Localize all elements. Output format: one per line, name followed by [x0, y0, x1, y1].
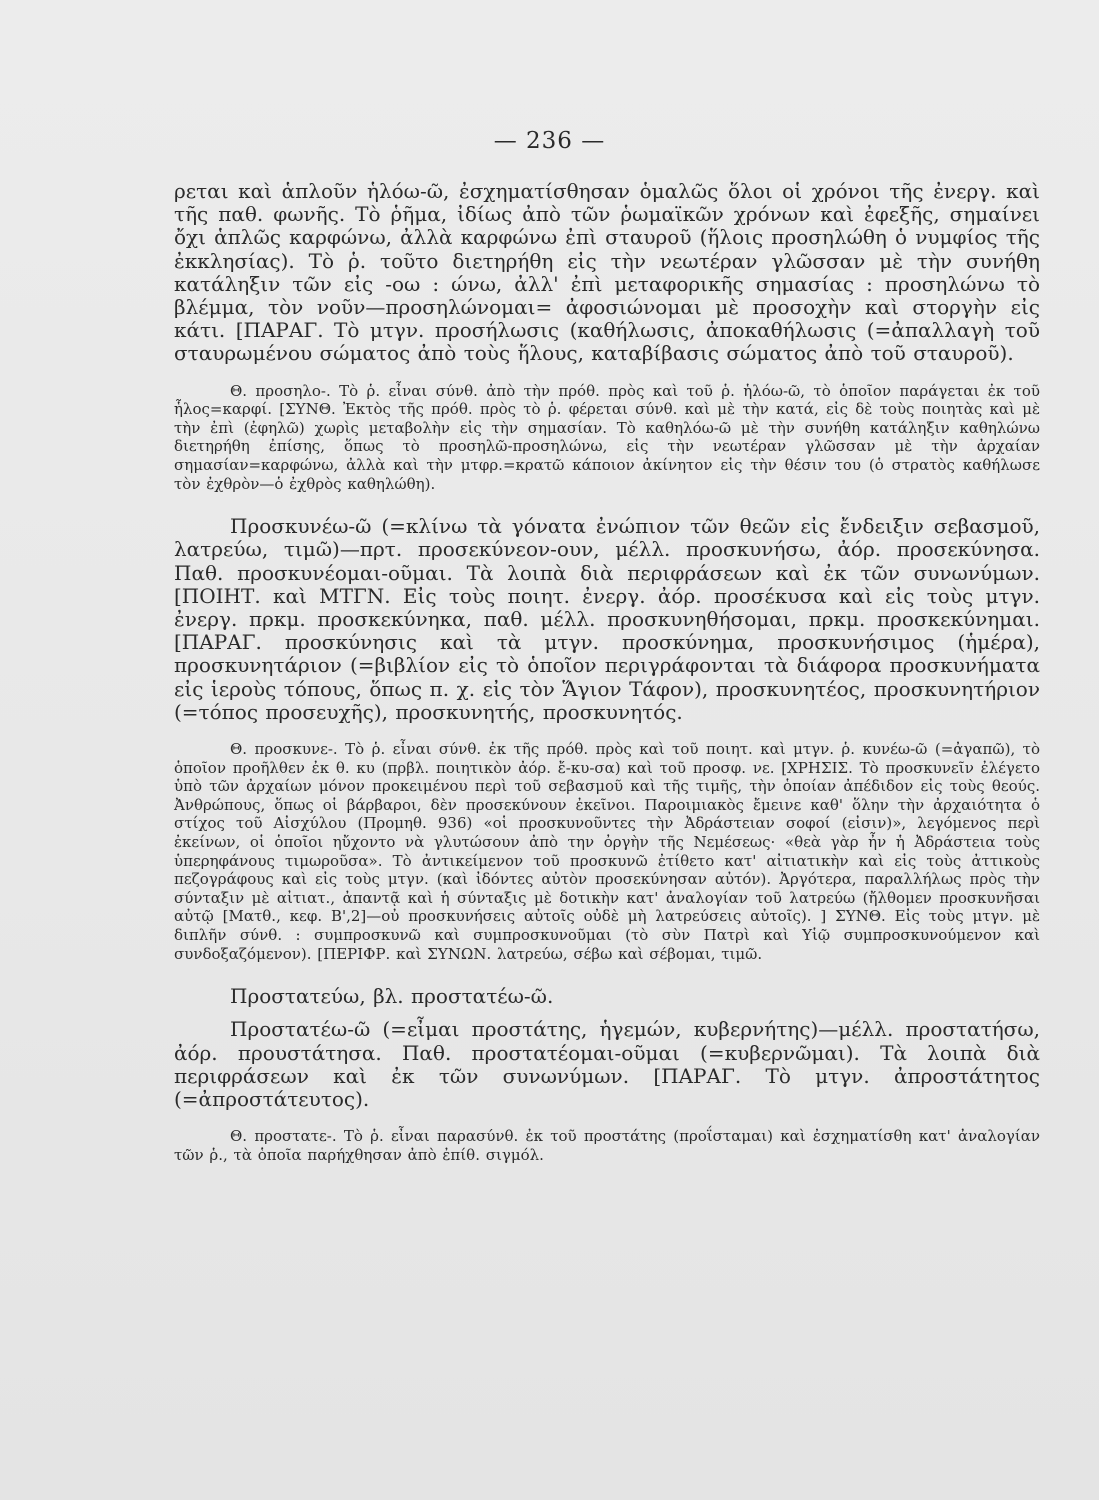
dictionary-body — [174, 180, 1040, 1164]
etymology-note: Θ. προσηλο-. Τὸ ῥ. εἶναι σύνθ. ἀπὸ τὴν πρόθ. πρὸς καὶ τοῦ ῥ. ἡλόω-ῶ, τὸ ὁποῖον παράγεται ἐκ τοῦ ἧλος=καρφί. [ΣΥΝΘ. Ἐκτὸς τῆς πρόθ. πρὸς τὸ ῥ. φέρεται σύνθ. καὶ μὲ τὴν κατά, εἰς δὲ τοὺς ποιητὰς καὶ μὲ τὴν ἐπὶ (ἐφηλῶ) χωρὶς μεταβολὴν εἰς τὴν σημασίαν. Τὸ καθηλόω-ῶ μὲ τὴν συνήθη κατάληξιν καθηλώνω διετηρήθη ἐπίσης, ὅπως τὸ προσηλῶ-προσηλώνω, εἰς τὴν νεωτέραν γλῶσσαν μὲ τὴν ἀρχαίαν σημασίαν=καρφώνω, ἀλλὰ καὶ τὴν μτφρ.=κρατῶ κάποιον ἀκίνητον εἰς τὴν θέσιν του (ὁ στρατὸς καθήλωσε τὸν ἐχθρὸν—ὁ ἐχθρὸς καθηλώθη). — [174, 381, 1040, 493]
entry-continuation-paragraph: ρεται καὶ ἁπλοῦν ἡλόω-ῶ, ἐσχηματίσθησαν ὁμαλῶς ὅλοι οἱ χρόνοι τῆς ἐνεργ. καὶ τῆς παθ. φωνῆς. Τὸ ῥῆμα, ἰδίως ἀπὸ τῶν ῥωμαϊκῶν χρόνων καὶ ἐφεξῆς, σημαίνει ὄχι ἁπλῶς καρφώνω, ἀλλὰ καρφώνω ἐπὶ σταυροῦ (ἥλοις προσηλώθη ὁ νυμφίος τῆς ἐκκλησίας). Τὸ ῥ. τοῦτο διετηρήθη εἰς τὴν νεωτέραν γλῶσσαν μὲ τὴν συνήθη κατάληξιν τῶν εἰς -οω : ώνω, ἀλλ' ἐπὶ μεταφορικῆς σημασίας : προσηλώνω τὸ βλέμμα, τὸν νοῦν—προσηλώνομαι= ἀφοσιώνομαι μὲ προσοχὴν καὶ στοργὴν εἰς κάτι. [ΠΑΡΑΓ. Τὸ μτγν. προσήλωσις (καθήλωσις, ἀποκαθήλωσις (=ἀπαλλαγὴ τοῦ σταυρωμένου σώματος ἀπὸ τοὺς ἥλους, καταβίβασις σώματος ἀπὸ τοῦ σταυροῦ). — [174, 179, 1040, 366]
entry-prostateuo: Προστατεύω, βλ. προστατέω-ῶ. — [230, 984, 554, 1009]
page-number: — 236 — — [493, 128, 606, 154]
entry-prostateo: Προστατέω-ῶ (=εἶμαι προστάτης, ἡγεμών, κυβερνήτης)—μέλλ. προστατήσω, ἀόρ. προυστάτησα. Παθ. προστατέομαι-οῦμαι (=κυβερνῶμαι). Τὰ λοιπὰ διὰ περιφράσεων καὶ ἐκ τῶν συνωνύμων. [ΠΑΡΑΓ. Τὸ μτγν. ἀπροστάτητος (=ἀπροστάτευτος). — [174, 1017, 1040, 1111]
etymology-note: Θ. προσκυνε-. Τὸ ῥ. εἶναι σύνθ. ἐκ τῆς πρόθ. πρὸς καὶ τοῦ ποιητ. καὶ μτγν. ῥ. κυνέω-ῶ (=ἀγαπῶ), τὸ ὁποῖον προῆλθεν ἐκ θ. κυ (πρβλ. ποιητικὸν ἀόρ. ἔ-κυ-σα) καὶ τοῦ προσφ. νε. [ΧΡΗΣΙΣ. Τὸ προσκυνεῖν ἐλέγετο ὑπὸ τῶν ἀρχαίων μόνον προκειμένου περὶ τοῦ σεβασμοῦ καὶ τῆς τιμῆς, τὴν ὁποίαν ἀπέδιδον εἰς τοὺς θεούς. Ἀνθρώπους, ὅπως οἱ βάρβαροι, δὲν προσεκύνουν ἐκεῖνοι. Παροιμιακὸς ἔμεινε καθ' ὅλην τὴν ἀρχαιότητα ὁ στίχος τοῦ Αἰσχύλου (Προμηθ. 936) «οἱ προσκυνοῦντες τὴν Ἀδράστειαν σοφοί (εἰσιν)», λεγόμενος περὶ ἐκείνων, οἱ ὁποῖοι ηὔχοντο νὰ γλυτώσουν ἀπὸ την ὀργὴν τῆς Νεμέσεως· «θεὰ γὰρ ἦν ἡ Ἀδράστεια τοὺς ὑπερηφάνους τιμωροῦσα». Τὸ ἀντικείμενον τοῦ προσκυνῶ ἐτίθετο κατ' αἰτιατικὴν καὶ εἰς τοὺς ἀττικοὺς πεζογράφους καὶ εἰς τοὺς μτγν. (καὶ ἰδόντες αὐτὸν προσεκύνησαν αὐτόν). Ἀργότερα, παραλλήλως πρὸς τὴν σύνταξιν μὲ αἰτιατ., ἀπαντᾷ καὶ ἡ σύνταξις μὲ δοτικὴν κατ' ἀναλογίαν τοῦ λατρεύω (ἤλθομεν προσκυνῆσαι αὐτῷ [Ματθ., κεφ. Β',2]—οὐ προσκυνήσεις αὐτοῖς οὐδὲ μὴ λατρεύσεις αὐτοῖς). ] ΣΥΝΘ. Εἰς τοὺς μτγν. μὲ διπλῆν σύνθ. : συμπροσκυνῶ καὶ συμπροσκυνοῦμαι (τὸ σὺν Πατρὶ καὶ Υἱῷ συμπροσκυνούμενον καὶ συνδοξαζόμενον). [ΠΕΡΙΦΡ. καὶ ΣΥΝΩΝ. λατρεύω, σέβω καὶ σέβομαι, τιμῶ. — [174, 740, 1040, 963]
etymology-note: Θ. προστατε-. Τὸ ῥ. εἶναι παρασύνθ. ἐκ τοῦ προστάτης (προΐσταμαι) καὶ ἐσχηματίσθη κατ' ἀναλογίαν τῶν ῥ., τὰ ὁποῖα παρήχθησαν ἀπὸ ἐπίθ. σιγμόλ. — [174, 1127, 1040, 1164]
entry-proskyneo: Προσκυνέω-ῶ (=κλίνω τὰ γόνατα ἐνώπιον τῶν θεῶν εἰς ἔνδειξιν σεβασμοῦ, λατρεύω, τιμῶ)—πρτ. προσεκύνεον-ουν, μέλλ. προσκυνήσω, ἀόρ. προσεκύνησα. Παθ. προσκυνέομαι-οῦμαι. Τὰ λοιπὰ διὰ περιφράσεων καὶ ἐκ τῶν συνωνύμων. [ΠΟΙΗΤ. καὶ ΜΤΓΝ. Εἰς τοὺς ποιητ. ἐνεργ. ἀόρ. προσέκυσα καὶ εἰς τοὺς μτγν. ἐνεργ. πρκμ. προσκεκύνηκα, παθ. μέλλ. προσκυνηθήσομαι, πρκμ. προσκεκύνημαι. [ΠΑΡΑΓ. προσκύνησις καὶ τὰ μτγν. προσκύνημα, προσκυνήσιμος (ἡμέρα), προσκυνητάριον (=βιβλίον εἰς τὸ ὁποῖον περιγράφονται τὰ διάφορα προσκυνήματα εἰς ἱεροὺς τόπους, ὅπως π. χ. εἰς τὸν Ἅγιον Τάφον), προσκυνητέος, προσκυνητήριον (=τόπος προσευχῆς), προσκυνητής, προσκυνητός. — [174, 514, 1040, 724]
